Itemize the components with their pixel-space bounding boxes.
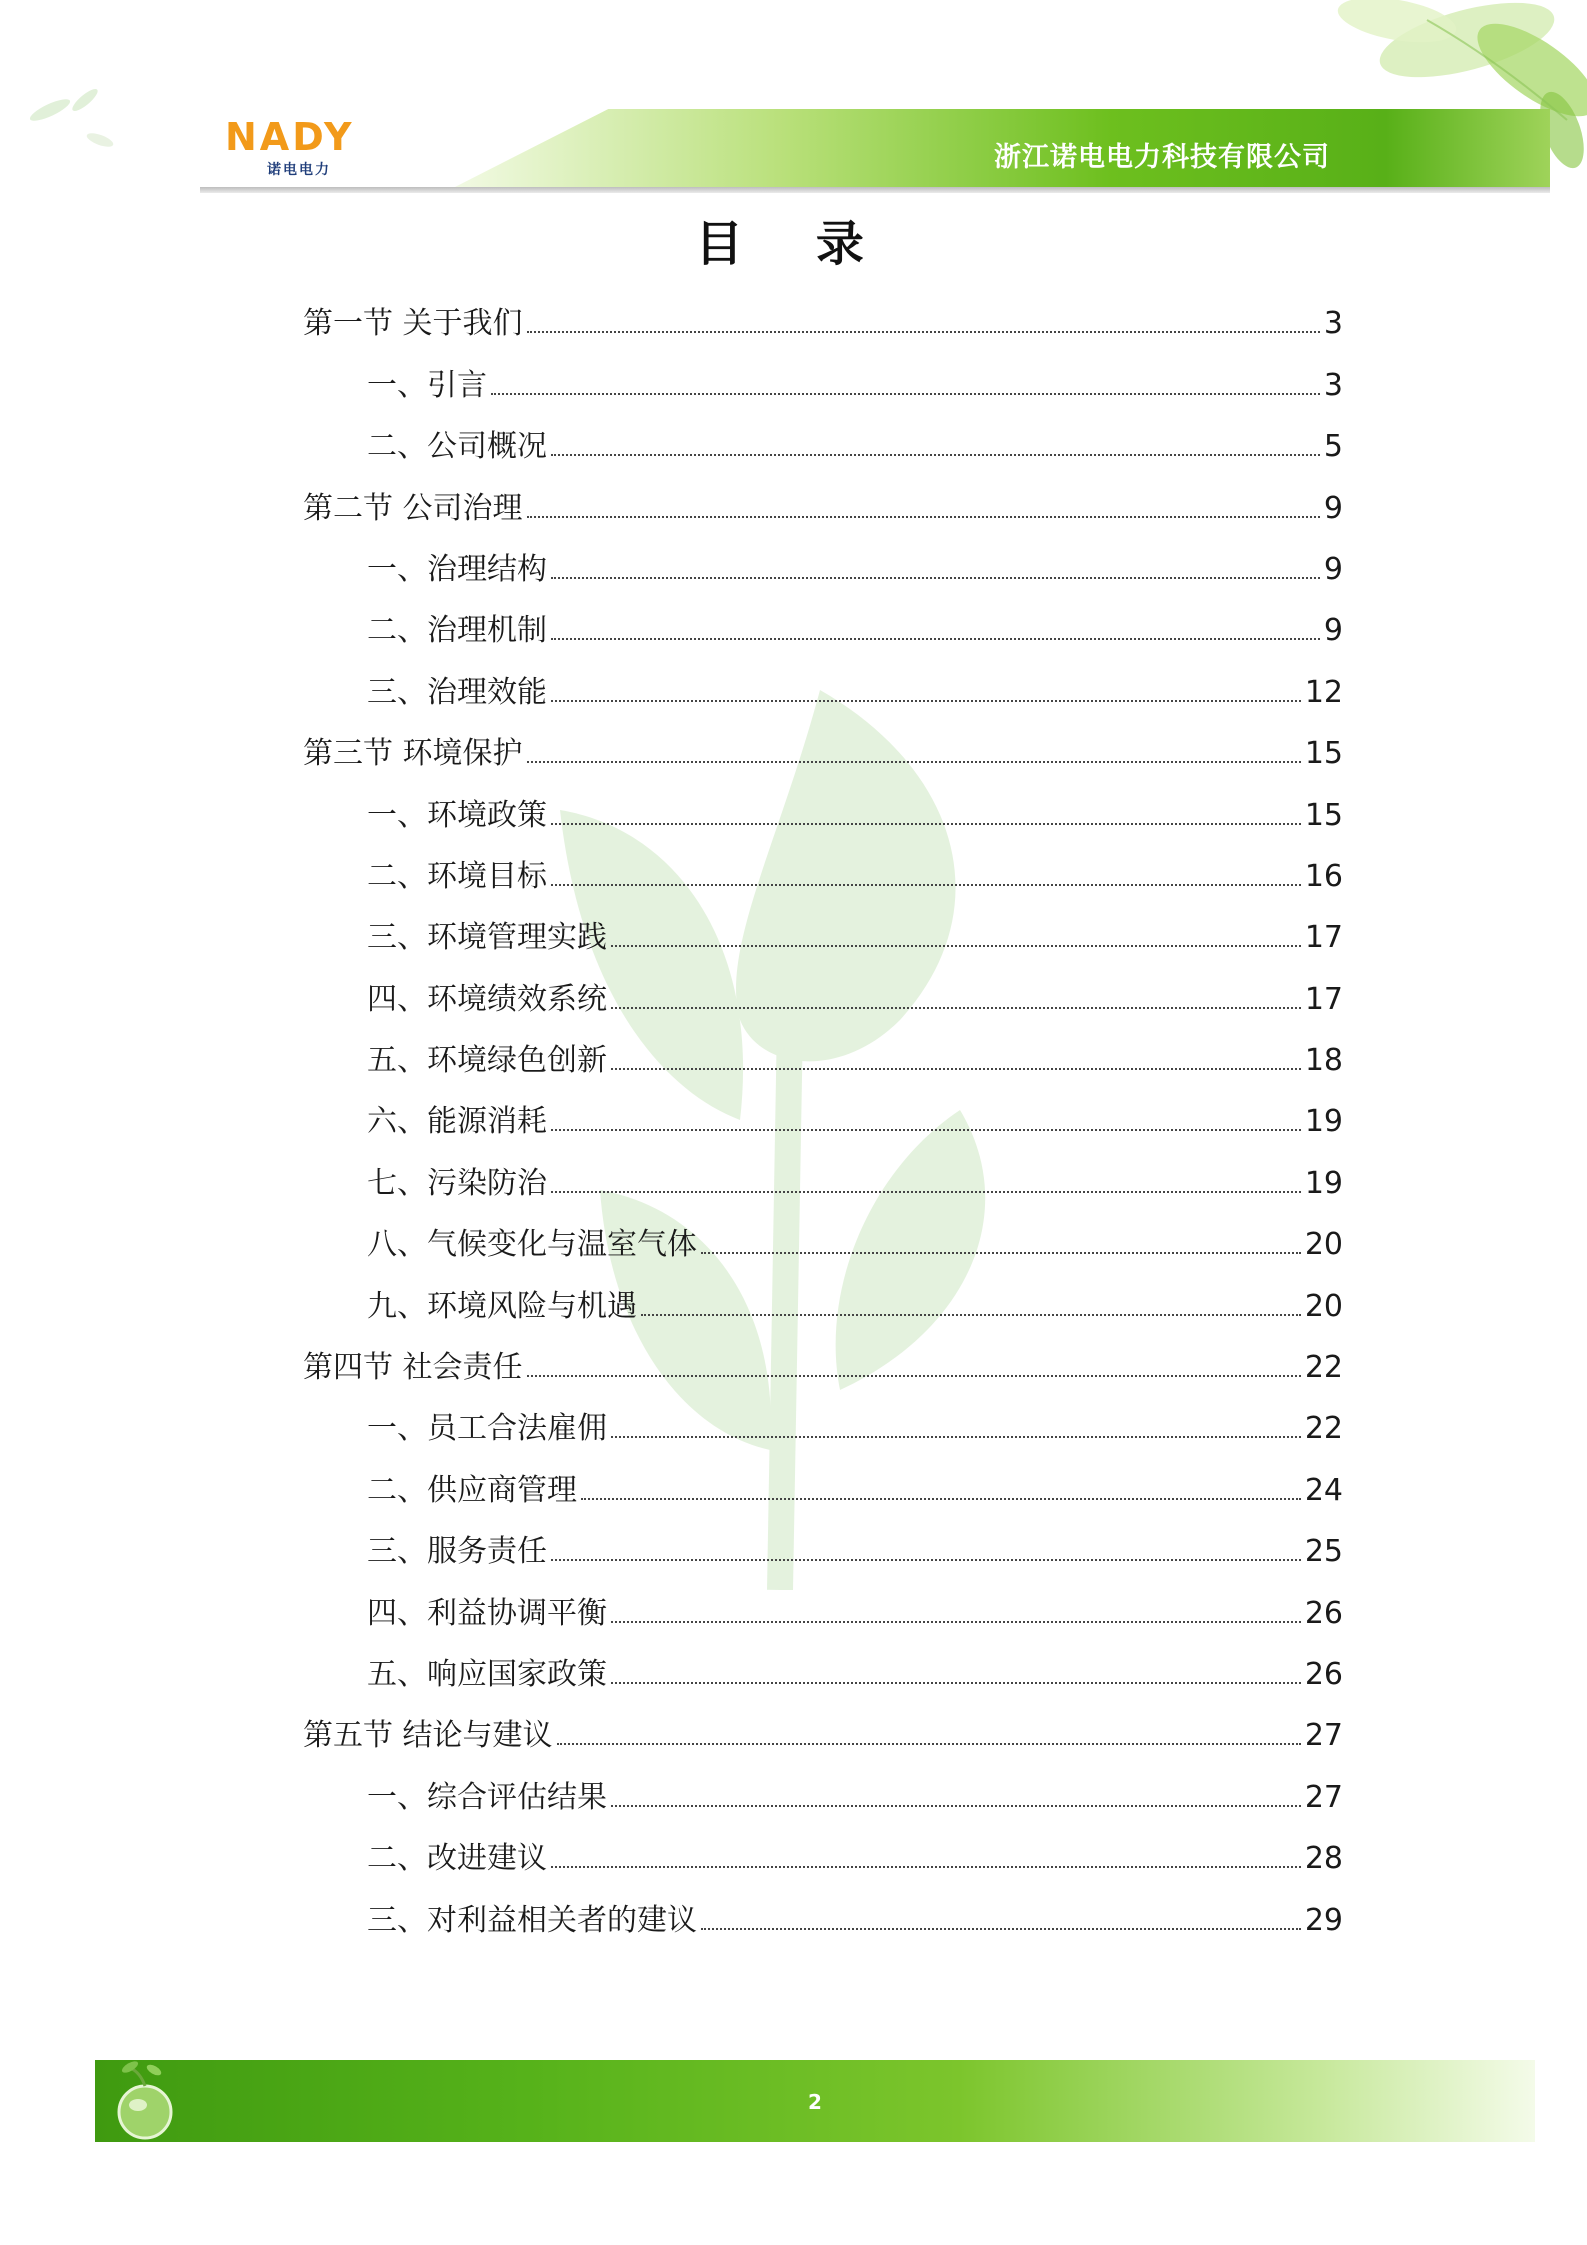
toc-subsection-entry[interactable] bbox=[303, 1508, 1343, 1569]
toc-dot-leader bbox=[611, 1805, 1301, 1807]
toc-subsection-entry[interactable] bbox=[303, 1815, 1343, 1876]
toc-subsection-entry[interactable] bbox=[303, 1876, 1343, 1937]
toc-page-number: 27 bbox=[1304, 1718, 1343, 1754]
toc-page-number: 26 bbox=[1304, 1595, 1343, 1631]
toc-entry-label: 八、气候变化与温室气体 bbox=[367, 1227, 697, 1263]
toc-subsection-entry[interactable] bbox=[303, 341, 1343, 402]
toc-dot-leader bbox=[551, 1866, 1301, 1868]
toc-subsection-entry[interactable] bbox=[303, 1201, 1343, 1262]
toc-page-number: 3 bbox=[1323, 367, 1343, 403]
toc-dot-leader bbox=[581, 1498, 1301, 1500]
toc-page-number: 9 bbox=[1323, 490, 1343, 526]
toc-entry-label: 一、引言 bbox=[367, 367, 487, 403]
toc-dot-leader bbox=[527, 761, 1301, 763]
company-name: 浙江诺电电力科技有限公司 bbox=[994, 142, 1330, 173]
toc-page-number: 15 bbox=[1304, 797, 1343, 833]
toc-subsection-entry[interactable] bbox=[303, 894, 1343, 955]
toc-entry-label: 第二节 公司治理 bbox=[303, 490, 523, 526]
toc-dot-leader bbox=[527, 331, 1320, 333]
toc-dot-leader bbox=[551, 823, 1301, 825]
toc-dot-leader bbox=[611, 1068, 1301, 1070]
toc-page-number: 17 bbox=[1304, 920, 1343, 956]
toc-subsection-entry[interactable] bbox=[303, 1569, 1343, 1630]
toc-dot-leader bbox=[611, 1007, 1301, 1009]
toc-entry-label: 二、治理机制 bbox=[367, 613, 547, 649]
toc-page-number: 15 bbox=[1304, 736, 1343, 772]
toc-entry-label: 一、治理结构 bbox=[367, 551, 547, 587]
toc-dot-leader bbox=[551, 700, 1301, 702]
toc-entry-label: 五、响应国家政策 bbox=[367, 1656, 607, 1692]
toc-entry-label: 五、环境绿色创新 bbox=[367, 1043, 607, 1079]
toc-dot-leader bbox=[701, 1252, 1301, 1254]
toc-subsection-entry[interactable] bbox=[303, 955, 1343, 1016]
toc-entry-label: 三、治理效能 bbox=[367, 674, 547, 710]
toc-section-entry[interactable] bbox=[303, 1692, 1343, 1753]
toc-dot-leader bbox=[557, 1743, 1301, 1745]
page-number: 2 bbox=[808, 2090, 822, 2114]
toc-subsection-entry[interactable] bbox=[303, 526, 1343, 587]
toc-subsection-entry[interactable] bbox=[303, 1017, 1343, 1078]
toc-subsection-entry[interactable] bbox=[303, 1385, 1343, 1446]
toc-subsection-entry[interactable] bbox=[303, 1753, 1343, 1814]
toc-dot-leader bbox=[701, 1928, 1301, 1930]
toc-dot-leader bbox=[527, 1375, 1301, 1377]
toc-entry-label: 第四节 社会责任 bbox=[303, 1350, 523, 1386]
toc-entry-label: 第一节 关于我们 bbox=[303, 306, 523, 342]
toc-subsection-entry[interactable] bbox=[303, 1446, 1343, 1507]
toc-page-number: 9 bbox=[1323, 613, 1343, 649]
toc-subsection-entry[interactable] bbox=[303, 1139, 1343, 1200]
toc-page-number: 9 bbox=[1323, 551, 1343, 587]
toc-dot-leader bbox=[611, 1682, 1301, 1684]
toc-page-number: 5 bbox=[1323, 429, 1343, 465]
toc-entry-label: 七、污染防治 bbox=[367, 1165, 547, 1201]
toc-entry-label: 二、环境目标 bbox=[367, 858, 547, 894]
toc-page-number: 24 bbox=[1304, 1472, 1343, 1508]
toc-page-number: 25 bbox=[1304, 1534, 1343, 1570]
toc-subsection-entry[interactable] bbox=[303, 403, 1343, 464]
toc-subsection-entry[interactable] bbox=[303, 1078, 1343, 1139]
toc-page-number: 19 bbox=[1304, 1104, 1343, 1140]
toc-dot-leader bbox=[641, 1314, 1301, 1316]
toc-page-number: 12 bbox=[1304, 674, 1343, 710]
toc-dot-leader bbox=[551, 454, 1320, 456]
toc-page-number: 22 bbox=[1304, 1350, 1343, 1386]
toc-subsection-entry[interactable] bbox=[303, 1262, 1343, 1323]
toc-entry-label: 六、能源消耗 bbox=[367, 1104, 547, 1140]
toc-page-number: 18 bbox=[1304, 1043, 1343, 1079]
toc-page-number: 26 bbox=[1304, 1656, 1343, 1692]
page-title: 目 录 bbox=[695, 216, 892, 272]
toc-page-number: 27 bbox=[1304, 1779, 1343, 1815]
toc-section-entry[interactable] bbox=[303, 464, 1343, 525]
toc-page-number: 22 bbox=[1304, 1411, 1343, 1447]
toc-page-number: 28 bbox=[1304, 1841, 1343, 1877]
logo-subtext: 诺电电力 bbox=[267, 162, 331, 178]
toc-subsection-entry[interactable] bbox=[303, 833, 1343, 894]
toc-page-number: 16 bbox=[1304, 858, 1343, 894]
toc-dot-leader bbox=[551, 638, 1320, 640]
toc-dot-leader bbox=[551, 884, 1301, 886]
toc-entry-label: 第五节 结论与建议 bbox=[303, 1718, 553, 1754]
toc-entry-label: 二、公司概况 bbox=[367, 429, 547, 465]
header-divider bbox=[200, 187, 1550, 193]
toc-entry-label: 四、利益协调平衡 bbox=[367, 1595, 607, 1631]
toc-dot-leader bbox=[527, 516, 1320, 518]
page-footer bbox=[95, 2050, 1535, 2150]
leaf-sprig-icon bbox=[10, 85, 130, 165]
toc-entry-label: 一、员工合法雇佣 bbox=[367, 1411, 607, 1447]
toc-page-number: 20 bbox=[1304, 1227, 1343, 1263]
logo-wordmark: NADY bbox=[225, 115, 355, 159]
toc-dot-leader bbox=[611, 945, 1301, 947]
company-logo bbox=[225, 115, 395, 179]
toc-page-number: 17 bbox=[1304, 981, 1343, 1017]
toc-entry-label: 三、服务责任 bbox=[367, 1534, 547, 1570]
page-header bbox=[200, 105, 1560, 195]
toc-dot-leader bbox=[551, 1559, 1301, 1561]
toc-subsection-entry[interactable] bbox=[303, 771, 1343, 832]
toc-dot-leader bbox=[611, 1436, 1301, 1438]
toc-dot-leader bbox=[611, 1621, 1301, 1623]
toc-subsection-entry[interactable] bbox=[303, 1631, 1343, 1692]
toc-entry-label: 二、供应商管理 bbox=[367, 1472, 577, 1508]
toc-page-number: 3 bbox=[1323, 306, 1343, 342]
toc-entry-label: 四、环境绩效系统 bbox=[367, 981, 607, 1017]
toc-section-entry[interactable] bbox=[303, 710, 1343, 771]
toc-dot-leader bbox=[491, 393, 1320, 395]
toc-page-number: 20 bbox=[1304, 1288, 1343, 1324]
toc-dot-leader bbox=[551, 577, 1320, 579]
toc-subsection-entry[interactable] bbox=[303, 587, 1343, 648]
toc-entry-label: 九、环境风险与机遇 bbox=[367, 1288, 637, 1324]
toc-dot-leader bbox=[551, 1129, 1301, 1131]
toc-entry-label: 第三节 环境保护 bbox=[303, 736, 523, 772]
toc-entry-label: 一、环境政策 bbox=[367, 797, 547, 833]
toc-page-number: 29 bbox=[1304, 1902, 1343, 1938]
toc-entry-label: 二、改进建议 bbox=[367, 1841, 547, 1877]
toc-page-number: 19 bbox=[1304, 1165, 1343, 1201]
table-of-contents bbox=[303, 280, 1343, 1938]
toc-entry-label: 三、环境管理实践 bbox=[367, 920, 607, 956]
toc-section-entry[interactable] bbox=[303, 280, 1343, 341]
toc-dot-leader bbox=[551, 1191, 1301, 1193]
toc-entry-label: 一、综合评估结果 bbox=[367, 1779, 607, 1815]
toc-subsection-entry[interactable] bbox=[303, 648, 1343, 709]
toc-section-entry[interactable] bbox=[303, 1324, 1343, 1385]
toc-entry-label: 三、对利益相关者的建议 bbox=[367, 1902, 697, 1938]
